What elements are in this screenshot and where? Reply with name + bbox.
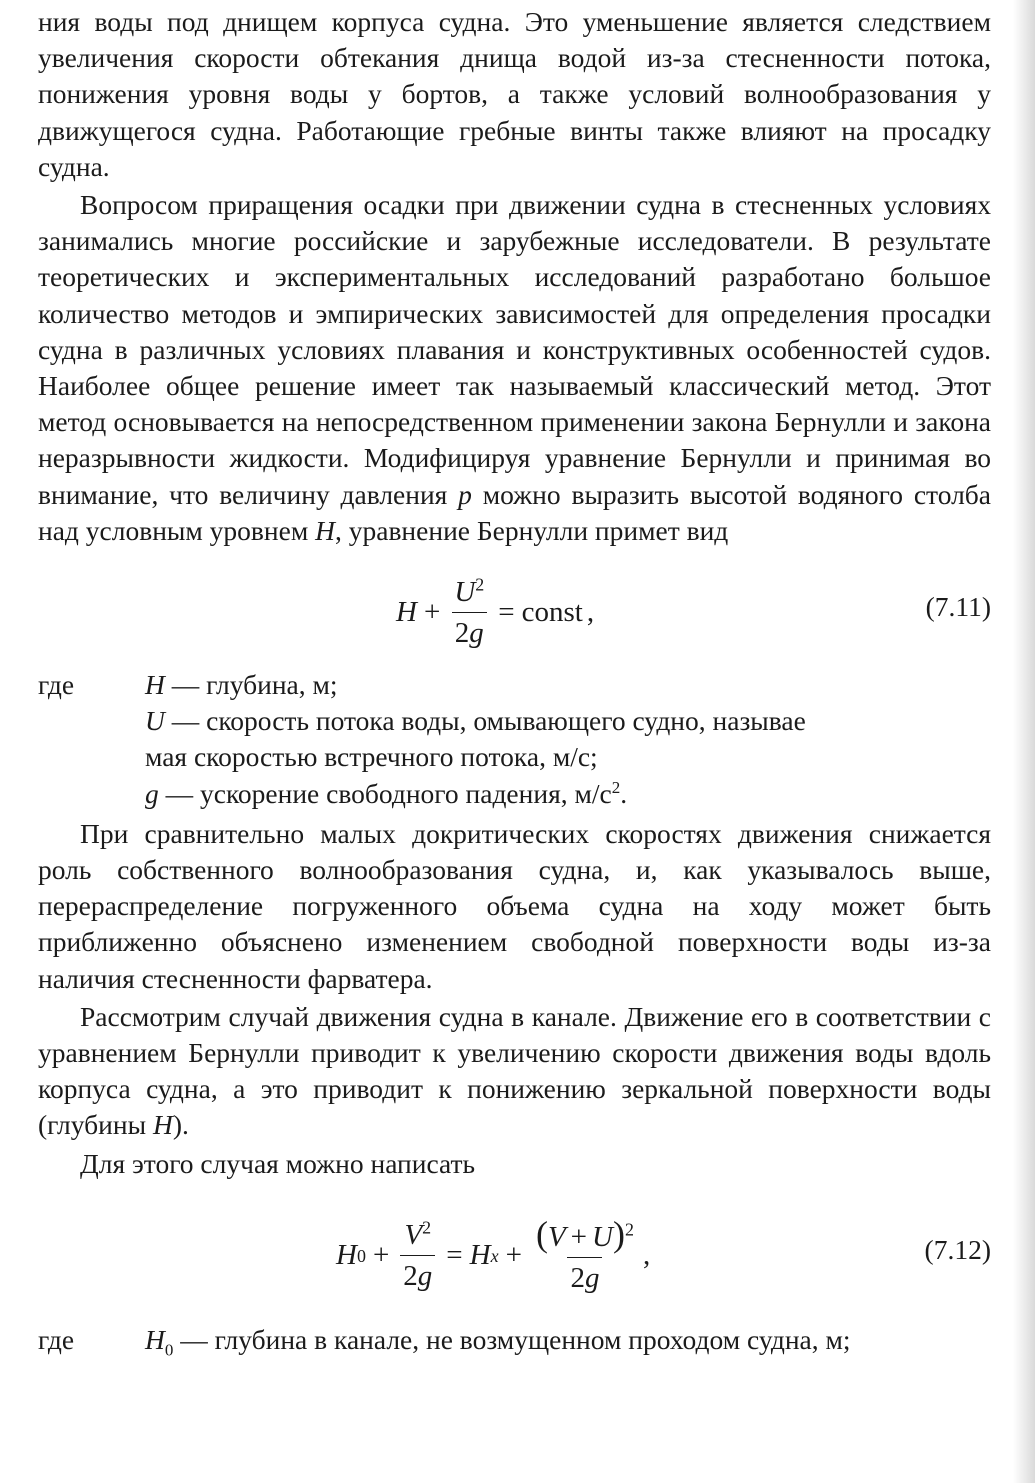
where-label: где (38, 1323, 75, 1355)
equation-7-12: H 0 + $\frac{V^2}{2g}$ = H x + $\frac{(V + U)^2}{2g}$ , (7.12) (38, 1204, 991, 1308)
paragraph-4: Рассмотрим случай движения судна в канале. Движение его в соответствии с уравнением Бернулли приводит к увеличению скорости движения воды вдоль корпуса судна, а это приводит к понижению зеркальной поверхности воды (глубины H). (38, 1000, 991, 1141)
paragraph-1: ния воды под днищем корпуса судна. Это уменьшение является следствием увеличения скорости обтекания днища водой из-за стесненности потока, понижения уровня воды у бортов, а также условий волнообразования у движущегося судна. Работающие гребные винты также влияют на просадку судна. (38, 6, 991, 182)
definition-g: g — ускорение свободного падения, $м/с^2$. (145, 777, 628, 809)
equation-7-11: H + $\frac{U^2}{2g}$ = const , (7.11) (38, 563, 991, 661)
definition-H0: $H_0$ — глубина в канале, не возмущенном проходом судна, м; (145, 1323, 851, 1360)
symbol-p: p (458, 478, 472, 510)
symbol-H: H (315, 514, 335, 546)
fraction-U2-over-2g: $\frac{U^2}{2g}$ (451, 573, 487, 652)
where-block-1 (38, 667, 991, 812)
paragraph-3: При сравнительно малых докритических скоростях движения снижается роль собственного волнообразования судна, и, как указывалось выше, перераспределение погруженного объема судна на ходу может быть приближенно объяснено изменением свободной поверхности воды из-за наличия стесненности фарватера. (38, 817, 991, 994)
page-edge-shadow (1013, 0, 1035, 1483)
fraction-V2-over-2g: $\frac{V^2}{2g}$ (400, 1216, 435, 1295)
where-label: где (38, 669, 75, 701)
page-content (38, 4, 991, 1358)
paragraph-5: Для этого случая можно написать (80, 1147, 476, 1179)
definition-H: H — глубина, м; (145, 669, 338, 701)
fraction-VU2-over-2g: $\frac{(V + U)^2}{2g}$ (533, 1215, 637, 1297)
definition-U: U — скорость потока воды, омывающего судно, называе мая скоростью встречного потока, м/с; (145, 705, 806, 773)
equation-number: (7.11) (925, 591, 991, 623)
paragraph-2: Вопросом приращения осадки при движении судна в стесненных условиях занимались многие российские и зарубежные исследователи. В результате теоретических и экспериментальных исследований разработано большое количество методов и эмпирических зависимостей для определения просадки судна в различных условиях плавания и конструктивных особенностей судов. Наиболее общее решение имеет так называемый классический метод. Этот метод основывается на непосредственном применении закона Бернулли и закона неразрывности жидкости. Модифицируя уравнение Бернулли и принимая во внимание, что величину давления p можно выразить высотой водяного столба над условным уровнем H, уравнение Бернулли примет вид (38, 189, 992, 546)
where-block-2 (38, 1322, 991, 1358)
equation-number: (7.12) (924, 1233, 991, 1265)
